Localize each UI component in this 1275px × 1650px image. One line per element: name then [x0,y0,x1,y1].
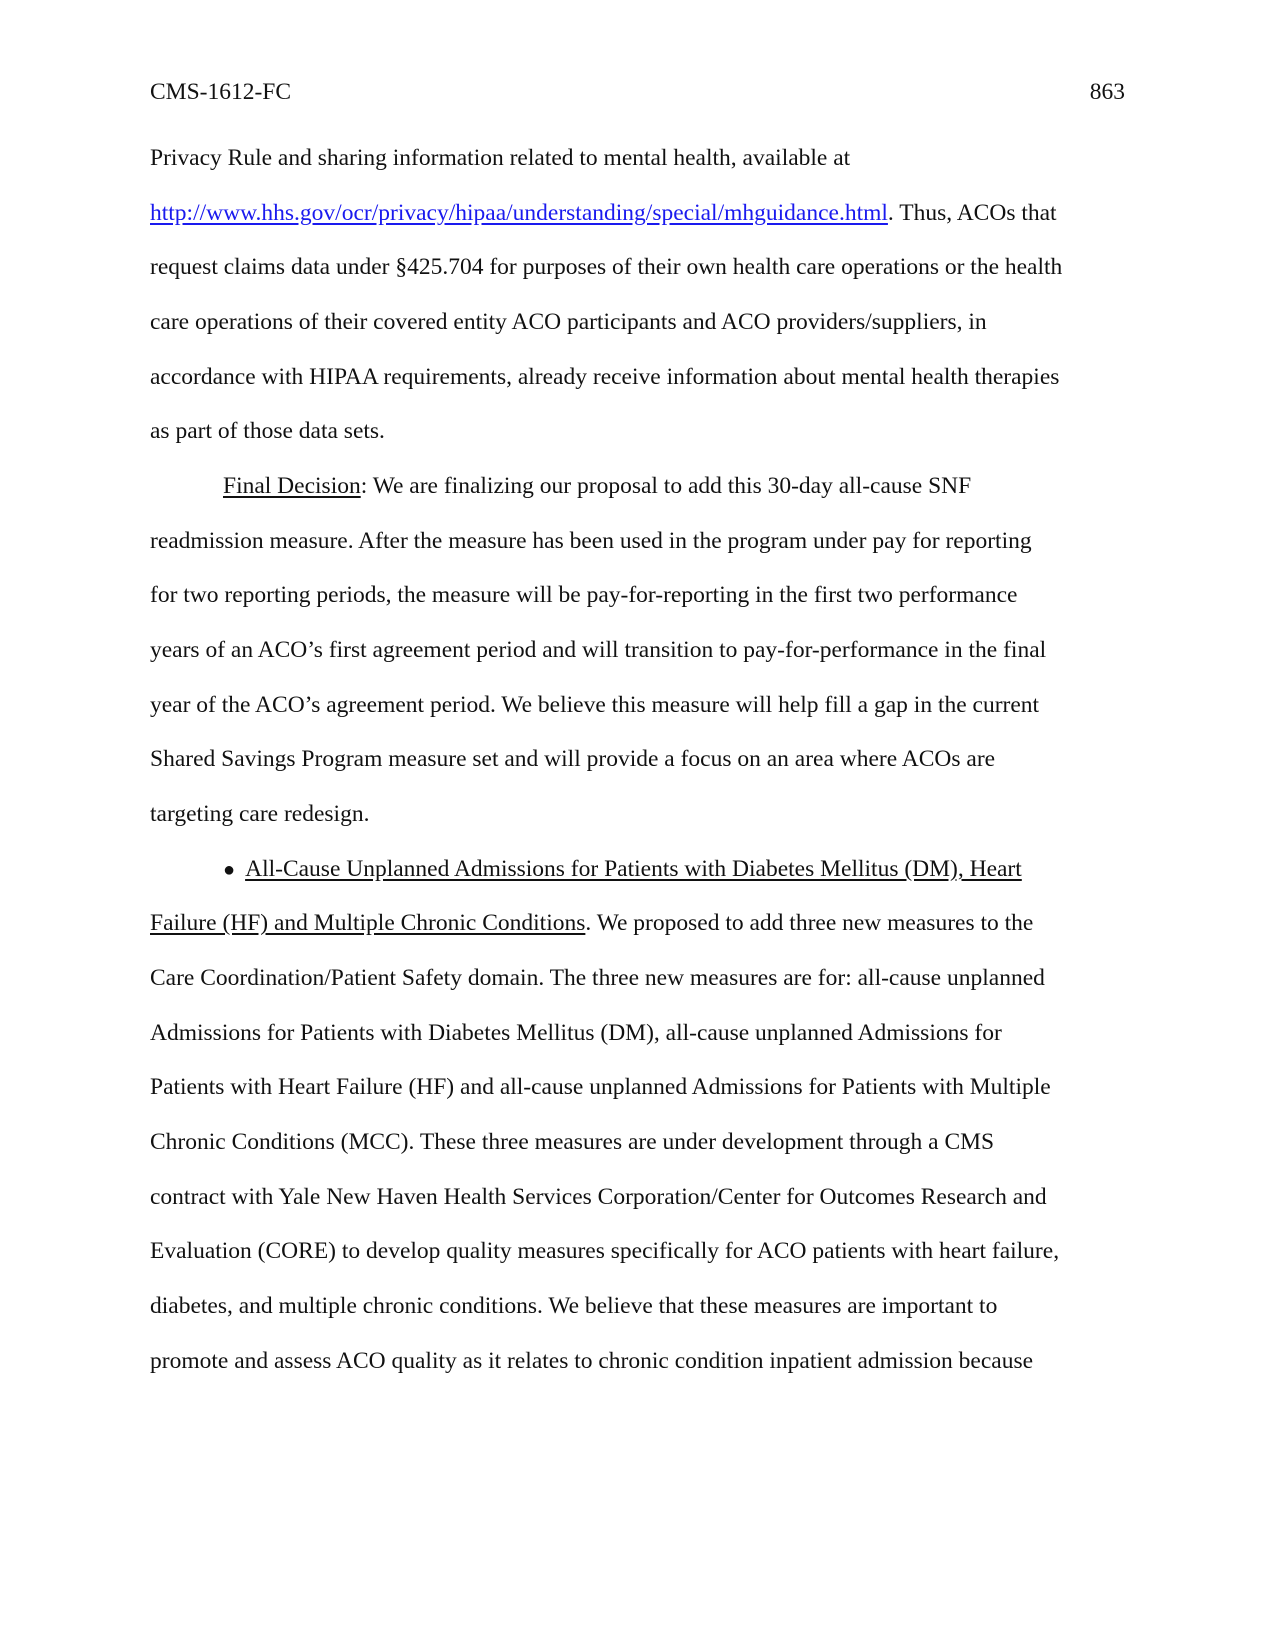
measure-title: All-Cause Unplanned Admissions for Patients with Diabetes Mellitus (DM), Heart [245,856,1022,882]
body-line: targeting care redesign. [150,801,370,827]
bullet-item [223,849,1022,889]
bullet-icon: ● [223,859,236,881]
document-id: CMS-1612-FC [150,79,292,105]
body-line: readmission measure. After the measure has been used in the program under pay for reporting [150,528,1032,554]
body-line: promote and assess ACO quality as it relates to chronic condition inpatient admission because [150,1348,1034,1374]
body-line: Chronic Conditions (MCC). These three measures are under development through a CMS [150,1129,995,1155]
body-line: Patients with Heart Failure (HF) and all-cause unplanned Admissions for Patients with Multiple [150,1074,1051,1100]
page-header [150,72,1125,112]
page-number: 863 [1089,79,1125,105]
body-line: year of the ACO’s agreement period. We believe this measure will help fill a gap in the current [150,692,1040,718]
body-line: contract with Yale New Haven Health Services Corporation/Center for Outcomes Research and [150,1184,1047,1210]
body-line: Shared Savings Program measure set and will provide a focus on an area where ACOs are [150,746,996,772]
body-line: Admissions for Patients with Diabetes Mellitus (DM), all-cause unplanned Admissions for [150,1020,1002,1046]
final-decision-label: Final Decision [223,473,361,499]
body-text: . We proposed to add three new measures to the [585,910,1034,936]
body-line: for two reporting periods, the measure will be pay-for-reporting in the first two performance [150,582,1018,608]
body-line: as part of those data sets. [150,418,385,444]
body-text: . Thus, ACOs that [887,200,1057,226]
body-line: years of an ACO’s first agreement period and will transition to pay-for-performance in the final [150,637,1047,663]
mental-health-guidance-link[interactable]: http://www.hhs.gov/ocr/privacy/hipaa/understanding/special/mhguidance.html [150,200,888,226]
body-line: diabetes, and multiple chronic conditions. We believe that these measures are important to [150,1293,998,1319]
body-line [150,193,1057,233]
body-line: accordance with HIPAA requirements, already receive information about mental health therapies [150,364,1060,390]
body-line: Care Coordination/Patient Safety domain. The three new measures are for: all-cause unplanned [150,965,1045,991]
body-line: Evaluation (CORE) to develop quality measures specifically for ACO patients with heart failure, [150,1238,1060,1264]
body-line: request claims data under §425.704 for purposes of their own health care operations or the health [150,254,1063,280]
body-text: : We are finalizing our proposal to add this 30-day all-cause SNF [360,473,972,499]
measure-title: Failure (HF) and Multiple Chronic Conditions [150,910,586,936]
body-line: care operations of their covered entity ACO participants and ACO providers/suppliers, in [150,309,987,335]
body-line [223,466,971,506]
body-line [150,903,1033,943]
body-line: Privacy Rule and sharing information related to mental health, available at [150,145,851,171]
